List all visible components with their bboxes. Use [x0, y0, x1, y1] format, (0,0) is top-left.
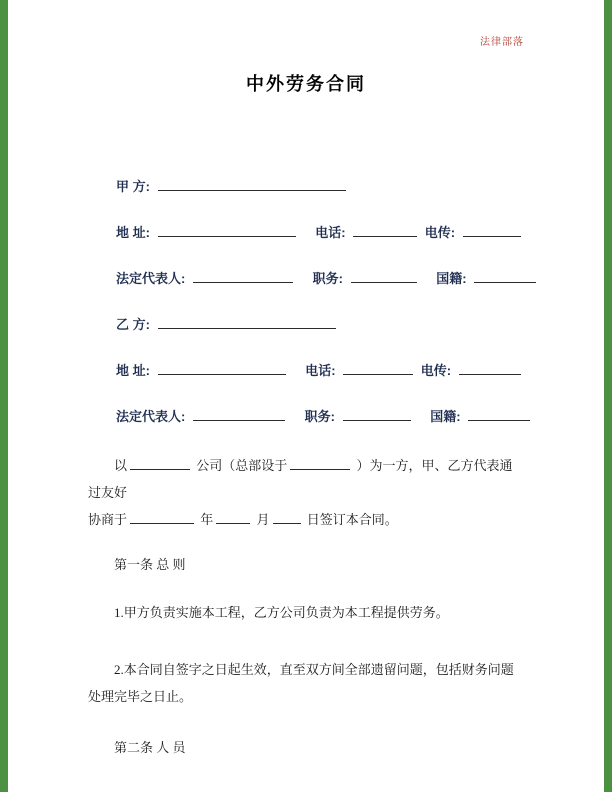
site-watermark: 法律部落: [480, 37, 524, 48]
nationality-label: 国籍:: [436, 271, 467, 286]
right-green-border: [604, 0, 612, 792]
position-blank-line: [343, 406, 411, 421]
phone-blank-line: [343, 360, 413, 375]
section-1-paragraph-1: 1.甲方负责实施本工程，乙方公司负责为本工程提供劳务。: [114, 605, 449, 620]
nationality-blank-line: [474, 268, 536, 283]
address-label: 地 址:: [116, 225, 150, 240]
document-body: [88, 176, 524, 782]
position-blank-line: [351, 268, 417, 283]
left-green-border: [0, 0, 8, 792]
party-b-address-row: [88, 360, 524, 381]
year-blank-line: [130, 509, 194, 524]
section-2-heading: 第二条 人 员: [114, 740, 186, 755]
party-a-address-row: [88, 222, 524, 243]
nationality-blank-line: [468, 406, 530, 421]
phone-label: 电话:: [315, 225, 346, 240]
party-a-row: [88, 176, 524, 197]
intro-paragraph: [88, 452, 524, 533]
legal-rep-label: 法定代表人:: [116, 409, 186, 424]
intro-company: 公司（总部设于: [196, 458, 288, 473]
legal-rep-blank-line: [193, 406, 285, 421]
party-b-blank-line: [158, 314, 336, 329]
intro-lead: 以: [114, 458, 128, 473]
party-b-label: 乙 方:: [116, 317, 150, 332]
hq-location-blank-line: [290, 455, 350, 470]
party-a-label: 甲 方:: [116, 179, 150, 194]
telex-blank-line: [463, 222, 521, 237]
address-blank-line: [158, 222, 296, 237]
intro-line1-end: ）为一方，甲、乙方代表通过友好: [88, 458, 513, 500]
section-1-paragraph-2: 2.本合同自签字之日起生效，直至双方间全部遗留问题，包括财务问题处理完毕之日止。: [88, 662, 514, 704]
legal-rep-blank-line: [193, 268, 293, 283]
company-name-blank-line: [130, 455, 190, 470]
intro-end: 日签订本合同。: [306, 512, 398, 527]
document-title: 中外劳务合同: [246, 74, 366, 94]
address-label: 地 址:: [116, 363, 150, 378]
month-blank-line: [216, 509, 250, 524]
position-label: 职务:: [312, 271, 343, 286]
legal-rep-label: 法定代表人:: [116, 271, 186, 286]
intro-month-label: 月: [256, 512, 270, 527]
telex-blank-line: [459, 360, 521, 375]
phone-blank-line: [353, 222, 417, 237]
party-a-legal-rep-row: [88, 268, 524, 289]
party-b-legal-rep-row: [88, 406, 524, 427]
intro-line2-start: 协商于: [88, 512, 128, 527]
party-a-blank-line: [158, 176, 346, 191]
address-blank-line: [158, 360, 286, 375]
position-label: 职务:: [304, 409, 335, 424]
party-b-row: [88, 314, 524, 335]
day-blank-line: [273, 509, 301, 524]
phone-label: 电话:: [305, 363, 336, 378]
section-1-heading: 第一条 总 则: [114, 557, 186, 572]
intro-year-label: 年: [200, 512, 214, 527]
telex-label: 电传:: [424, 225, 456, 240]
telex-label: 电传:: [420, 363, 452, 378]
nationality-label: 国籍:: [430, 409, 461, 424]
